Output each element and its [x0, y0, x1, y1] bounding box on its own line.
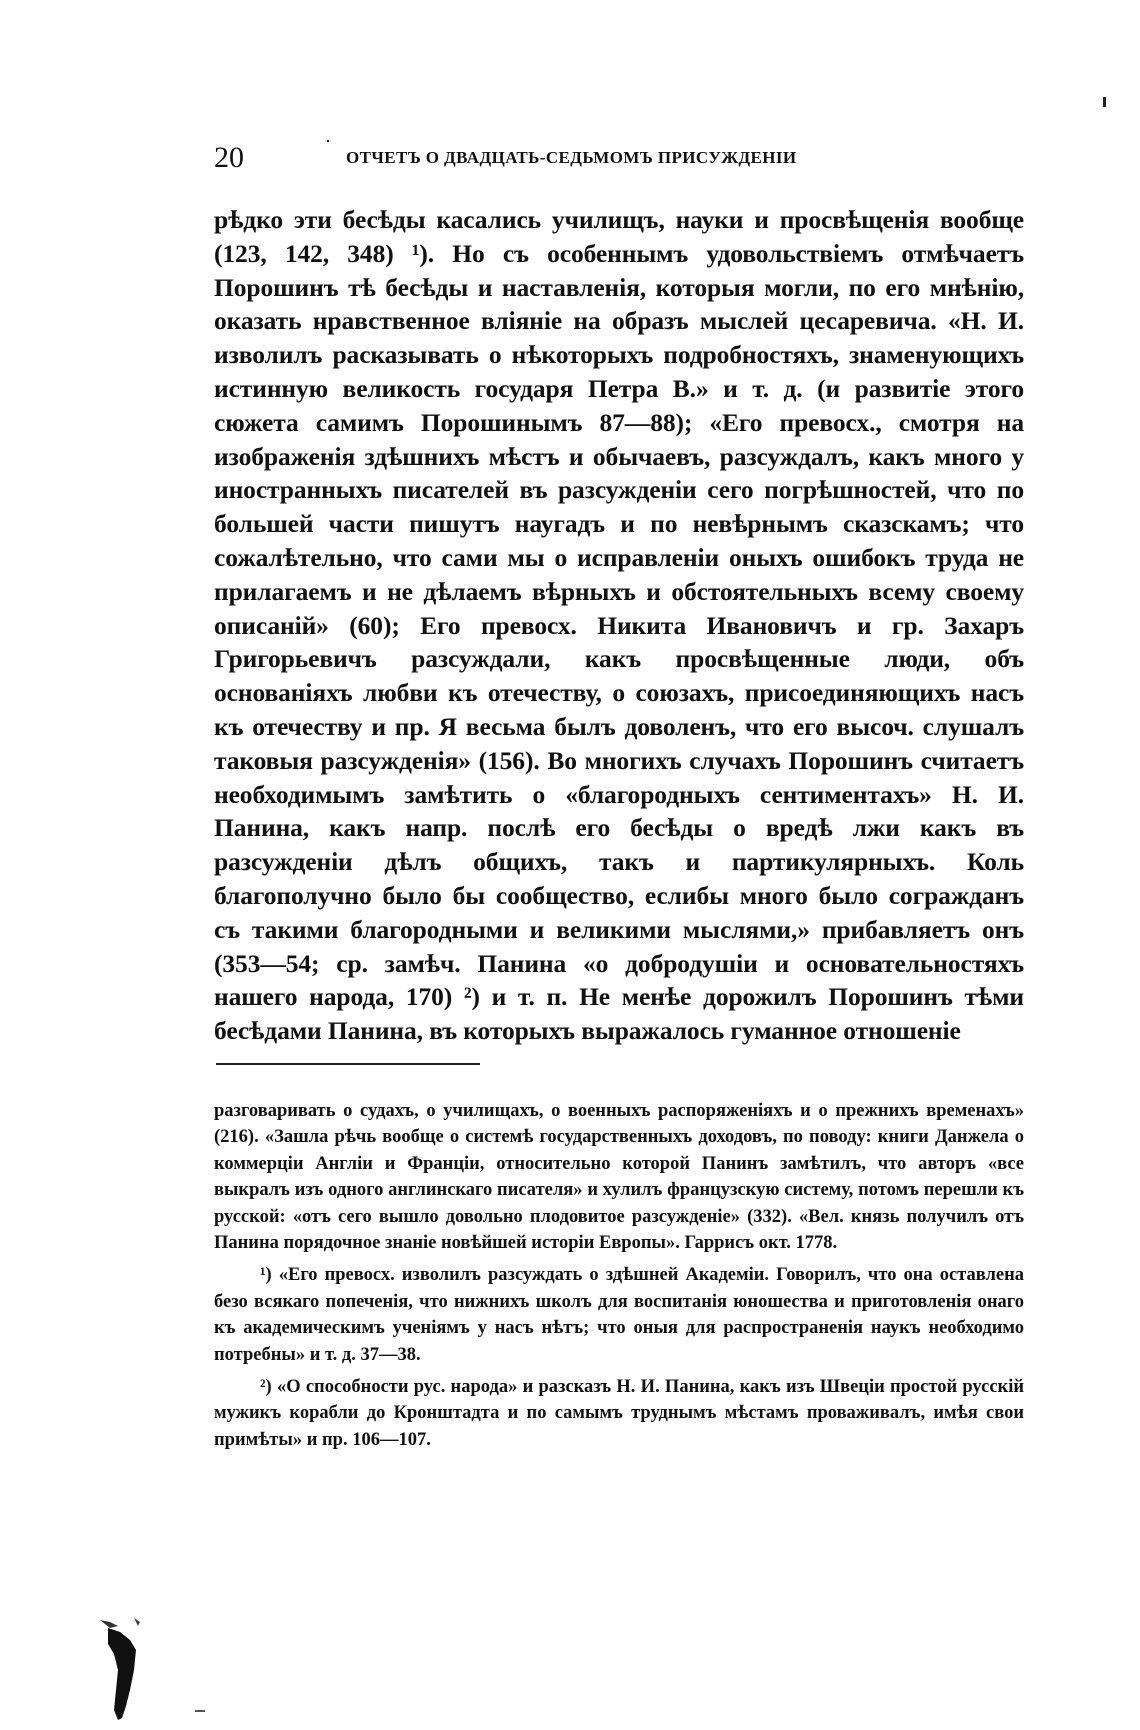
running-title: ОТЧЕТЪ О ДВАДЦАТЬ-СЕДЬМОМЪ ПРИСУЖДЕНІИ	[346, 148, 797, 167]
scan-speck	[1103, 97, 1106, 107]
footnotes	[214, 1098, 1024, 1453]
page-header	[214, 140, 1024, 180]
scan-corner-smudge	[100, 1610, 180, 1720]
footnote-divider	[216, 1063, 480, 1065]
page-number: 20	[214, 141, 244, 174]
scan-speck	[195, 1710, 205, 1712]
scan-speck	[327, 140, 329, 142]
main-text	[214, 203, 1024, 1048]
body-paragraph: рѣдко эти бесѣды касались училищъ, науки и просвѣщенія вообще (123, 142, 348) ¹). Но съ особеннымъ удовольствіемъ отмѣчаетъ Порошинъ тѣ бесѣды и наставленія, которыя могли, по его мнѣнію, оказать нравственное вліяніе на образъ мыслей цесаревича. «Н. И. изволилъ расказывать о нѣкоторыхъ подробностяхъ, знаменующихъ истинную великость государя Петра В.» и т. д. (и развитіе этого сюжета самимъ Порошинымъ 87—88); «Его превосх., смотря на изображенія здѣшнихъ мѣстъ и обычаевъ, разсуждалъ, какъ много у иностранныхъ писателей въ разсужденіи сего погрѣшностей, что по большей части пишутъ наугадъ и по невѣрнымъ сказскамъ; что сожалѣтельно, что сами мы о исправленіи оныхъ ошибокъ труда не прилагаемъ и не дѣлаемъ вѣрныхъ и обстоятельныхъ всему своему описаній» (60); Его превосх. Никита Ивановичъ и гр. Захаръ Григорьевичъ разсуждали, какъ просвѣщенные люди, объ основаніяхъ любви къ отечеству, о союзахъ, присоединяющихъ насъ къ отечеству и пр. Я весьма былъ доволенъ, что его высоч. слушалъ таковыя разсужденія» (156). Во многихъ случахъ Порошинъ считаетъ необходимымъ замѣтить о «благородныхъ сентиментахъ» Н. И. Панина, какъ напр. послѣ его бесѣды о вредѣ лжи какъ въ разсужденіи дѣлъ общихъ, такъ и партикулярныхъ. Коль благополучно было бы сообщество, еслибы много было согражданъ съ такими благородными и великими мыслями,» прибавляетъ онъ (353—54; ср. замѣч. Панина «о добродушіи и основательностяхъ нашего народа, 170) ²) и т. п. Не менѣе дорожилъ Порошинъ тѣми бесѣдами Панина, въ которыхъ выражалось гуманное отношеніе	[214, 205, 1024, 1046]
footnote-continuation: разговаривать о судахъ, о училищахъ, о военныхъ распоряженіяхъ и о прежнихъ временахъ» (216). «Зашла рѣчь вообще о системѣ государственныхъ доходовъ, по поводу: книги Данжела о коммерціи Англіи и Франціи, относительно которой Панинъ замѣтилъ, что авторъ «все выкралъ изъ одного англинскаго писателя» и хулилъ французскую систему, потомъ перешли къ русской: «отъ сего вышло довольно плодовитое разсужденіе» (332). «Вел. князь получилъ отъ Панина порядочное знаніе новѣйшей исторіи Европы». Гаррисъ окт. 1778.	[214, 1101, 1024, 1254]
footnote-2: ²) «О способности рус. народа» и разсказъ Н. И. Панина, какъ изъ Швеціи простой русскій мужикъ корабли до Кронштадта и по самымъ труднымъ мѣстамъ проваживалъ, имѣя свои примѣты» и пр. 106—107.	[214, 1377, 1024, 1450]
footnote-1: ¹) «Его превосх. изволилъ разсуждать о здѣшней Академіи. Говорилъ, что она оставлена безо всякаго попеченія, что нижнихъ школъ для воспитанія юношества и приготовленія онаго къ академическимъ ученіямъ у насъ нѣтъ; что оныя для распространенія наукъ необходимо потребны» и т. д. 37—38.	[214, 1265, 1024, 1365]
